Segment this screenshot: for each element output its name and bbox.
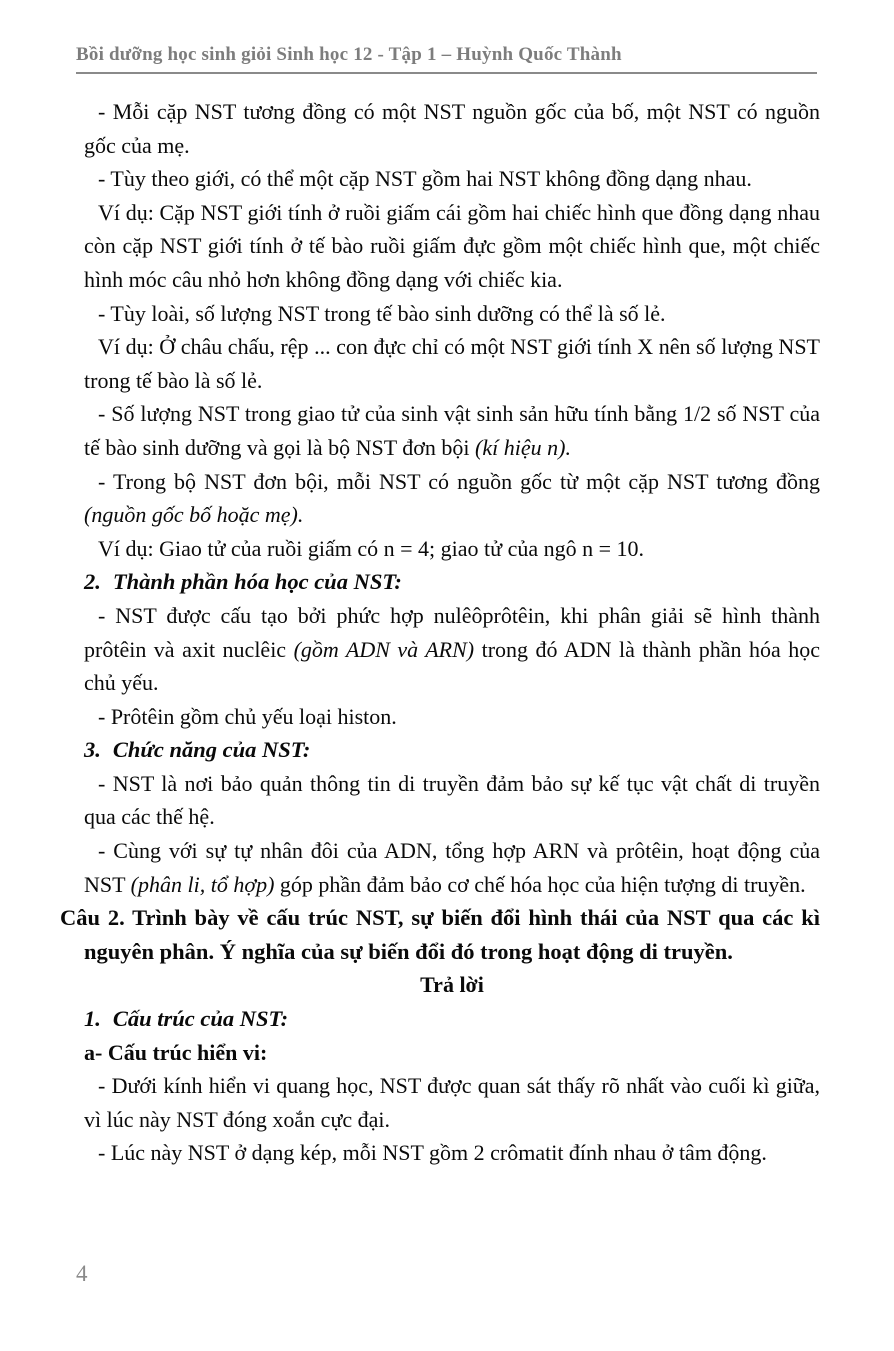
paragraph: Ví dụ: Ở châu chấu, rệp ... con đực chỉ có một NST giới tính X nên số lượng NST trong tế bào là số lẻ. [84, 334, 820, 393]
page-number: 4 [76, 1261, 88, 1286]
section-title: Chức năng của NST: [112, 737, 311, 763]
sub-heading: a- Cấu trúc hiển vi: [84, 1039, 268, 1065]
section-number: 2. [84, 569, 101, 595]
section-heading [84, 1002, 820, 1036]
paragraph: Ví dụ: Cặp NST giới tính ở ruồi giấm cái gồm hai chiếc hình que đồng dạng nhau còn cặp NST giới tính ở tế bào ruồi giấm đực gồm một chiếc hình que, một chiếc hình móc câu nhỏ hơn không đồng dạng với chiếc kia. [84, 199, 820, 292]
section-heading [84, 565, 820, 599]
paragraph: - Dưới kính hiển vi quang học, NST được quan sát thấy rõ nhất vào cuối kì giữa, vì lúc này NST đóng xoắn cực đại. [84, 1073, 820, 1132]
answer-label: Trả lời [420, 972, 484, 998]
question-heading: Câu 2. Trình bày về cấu trúc NST, sự biến đổi hình thái của NST qua các kì nguyên phân. Ý nghĩa của sự biến đổi đó trong hoạt động di truyền. [60, 905, 820, 964]
paragraph: - Prôtêin gồm chủ yếu loại histon. [98, 703, 397, 729]
section-title: Thành phần hóa học của NST: [112, 569, 402, 595]
paragraph: - Trong bộ NST đơn bội, mỗi NST có nguồn gốc từ một cặp NST tương đồng (nguồn gốc bố hoặc mẹ). [84, 468, 820, 528]
paragraph: - NST là nơi bảo quản thông tin di truyền đảm bảo sự kế tục vật chất di truyền qua các thế hệ. [84, 770, 820, 830]
section-heading [84, 733, 820, 767]
paragraph: - Mỗi cặp NST tương đồng có một NST nguồn gốc của bố, một NST có nguồn gốc của mẹ. [84, 99, 820, 158]
section-number: 1. [84, 1006, 101, 1032]
paragraph: - Cùng với sự tự nhân đôi của ADN, tổng hợp ARN và prôtêin, hoạt động của NST (phân li, tổ hợp) góp phần đảm bảo cơ chế hóa học của hiện tượng di truyền. [84, 838, 820, 897]
italic-note: (kí hiệu n). [475, 434, 571, 460]
paragraph: - Số lượng NST trong giao tử của sinh vật sinh sản hữu tính bằng 1/2 số NST của tế bào sinh dưỡng và gọi là bộ NST đơn bội (kí hiệu n). [84, 401, 820, 460]
paragraph: - Lúc này NST ở dạng kép, mỗi NST gồm 2 crômatit đính nhau ở tâm động. [98, 1140, 767, 1166]
paragraph: - Tùy theo giới, có thể một cặp NST gồm hai NST không đồng dạng nhau. [98, 166, 752, 192]
document-body [60, 95, 821, 1170]
italic-note: (nguồn gốc bố hoặc mẹ). [84, 502, 304, 528]
paragraph: Ví dụ: Giao tử của ruồi giấm có n = 4; giao tử của ngô n = 10. [98, 535, 645, 561]
paragraph: - Tùy loài, số lượng NST trong tế bào sinh dưỡng có thể là số lẻ. [98, 300, 666, 326]
paragraph: - NST được cấu tạo bởi phức hợp nulêôprôtêin, khi phân giải sẽ hình thành prôtêin và axit nuclêic (gồm ADN và ARN) trong đó ADN là thành phần hóa học chủ yếu. [84, 602, 821, 696]
section-title: Cấu trúc của NST: [112, 1006, 289, 1032]
running-header: Bồi dưỡng học sinh giỏi Sinh học 12 - Tập 1 – Huỳnh Quốc Thành [76, 0, 817, 74]
section-number: 3. [84, 737, 101, 763]
italic-note: (gồm ADN và ARN) [293, 636, 475, 662]
italic-note: (phân li, tổ hợp) [130, 871, 275, 897]
